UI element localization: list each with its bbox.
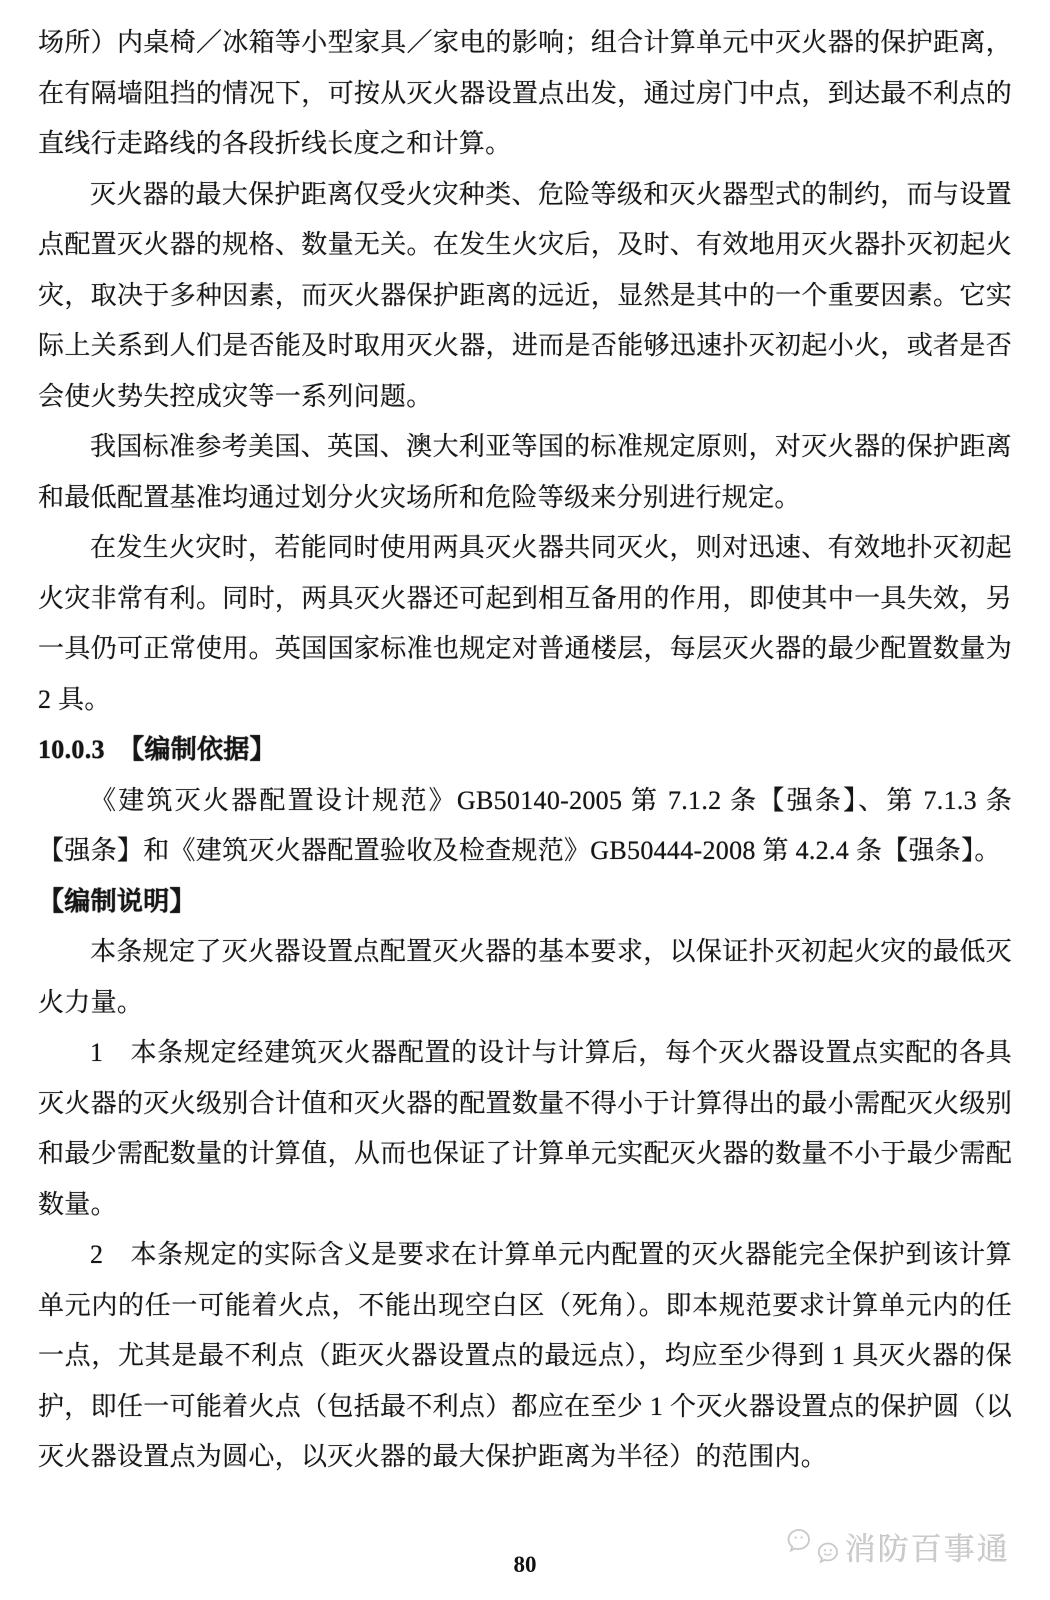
body-paragraph: 我国标准参考美国、英国、澳大利亚等国的标准规定原则，对灭火器的保护距离和最低配置基准均通过划分火灾场所和危险等级来分别进行规定。 — [38, 432, 1012, 512]
body-paragraph: 在发生火灾时，若能同时使用两具灭火器共同灭火，则对迅速、有效地扑灭初起火灾非常有利。同时，两具灭火器还可起到相互备用的作用，即使其中一具失效，另一具仍可正常使用。英国国家标准也规定对普通楼层，每层灭火器的最少配置数量为 2 具。 — [38, 533, 1012, 714]
body-paragraph: 《建筑灭火器配置设计规范》GB50140-2005 第 7.1.2 条【强条】、第 7.1.3 条【强条】和《建筑灭火器配置验收及检查规范》GB50444-2008 第 4.2.4 条【强条】。 — [38, 785, 1012, 865]
body-paragraph: 场所）内桌椅／冰箱等小型家具／家电的影响；组合计算单元中灭火器的保护距离，在有隔墙阻挡的情况下，可按从灭火器设置点出发，通过房门中点，到达最不利点的直线行走路线的各段折线长度之和计算。 — [38, 28, 1012, 158]
watermark-text: 消防百事通 — [845, 1532, 1010, 1567]
body-paragraph: 灭火器的最大保护距离仅受火灾种类、危险等级和灭火器型式的制约，而与设置点配置灭火器的规格、数量无关。在发生火灾后，及时、有效地用灭火器扑灭初起火灾，取决于多种因素，而灭火器保护距离的远近，显然是其中的一个重要因素。它实际上关系到人们是否能及时取用灭火器，进而是否能够迅速扑灭初起小火，或者是否会使火势失控成灾等一系列问题。 — [38, 179, 1012, 411]
heading-paragraph: 10.0.3 【编制依据】 — [38, 735, 276, 764]
heading-paragraph: 【编制说明】 — [38, 886, 196, 916]
document-body — [38, 18, 1012, 1483]
body-paragraph: 2 本条规定的实际含义是要求在计算单元内配置的灭火器能完全保护到该计算单元内的任一可能着火点，不能出现空白区（死角）。即本规范要求计算单元内的任一点，尤其是最不利点（距灭火器设置点的最远点），均应至少得到 1 具灭火器的保护，即任一可能着火点（包括最不利点）都应在至少 1 个灭火器设置点的保护圆（以灭火器设置点为圆心，以灭火器的最大保护距离为半径）的范围内。 — [38, 1240, 1012, 1471]
page-number: 80 — [513, 1552, 537, 1577]
body-paragraph: 1 本条规定经建筑灭火器配置的设计与计算后，每个灭火器设置点实配的各具灭火器的灭火级别合计值和灭火器的配置数量不得小于计算得出的最小需配灭火级别和最少需配数量的计算值，从而也保证了计算单元实配灭火器的数量不小于最少需配数量。 — [38, 1038, 1012, 1219]
body-paragraph: 本条规定了灭火器设置点配置灭火器的基本要求，以保证扑灭初起火灾的最低灭火力量。 — [38, 937, 1012, 1017]
